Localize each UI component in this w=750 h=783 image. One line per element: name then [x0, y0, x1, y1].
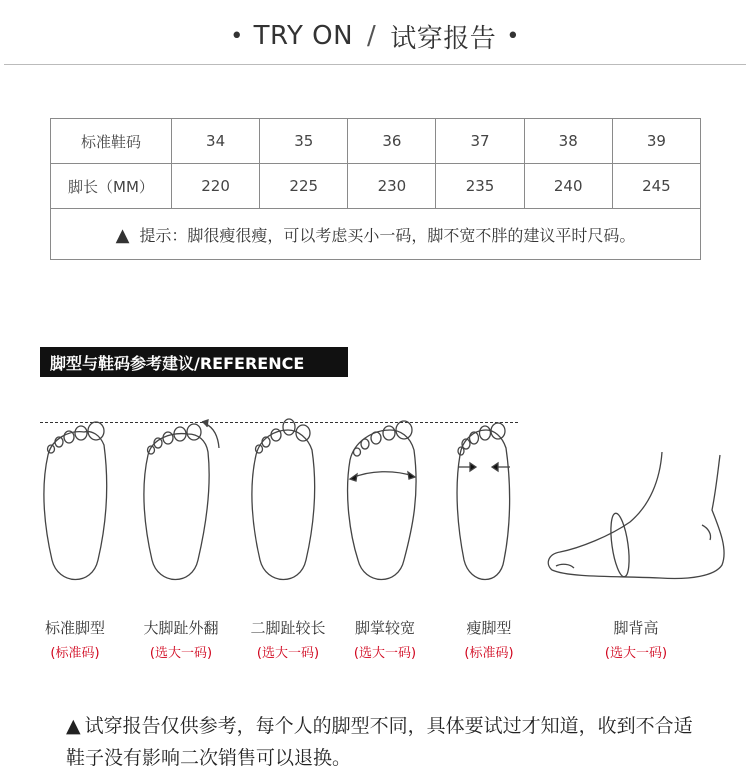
length-cell: 235 [436, 164, 524, 209]
size-advice: (选大一码) [149, 646, 213, 661]
size-advice: (选大一码) [604, 646, 668, 661]
row-label-length: 脚长（MM） [51, 164, 172, 209]
header-title-en: TRY ON [253, 21, 354, 51]
foot-type-label: 瘦脚型 [466, 619, 512, 637]
thin-foot-icon [457, 423, 510, 580]
header-slash: / [367, 21, 377, 51]
foot-caption [581, 617, 691, 661]
size-advice: (选大一码) [353, 646, 417, 661]
size-advice: (标准码) [50, 646, 100, 661]
page-header [0, 14, 750, 58]
foot-caption [233, 617, 343, 661]
foot-caption [126, 617, 236, 661]
foot-caption [330, 617, 440, 661]
length-cell: 245 [612, 164, 700, 209]
header-right-dot: • [506, 23, 520, 49]
high-instep-foot-icon [548, 452, 724, 578]
size-cell: 37 [436, 119, 524, 164]
size-cell: 34 [172, 119, 260, 164]
size-advice: (选大一码) [256, 646, 320, 661]
tip-cell [51, 209, 701, 260]
length-cell: 220 [172, 164, 260, 209]
length-cell: 225 [260, 164, 348, 209]
header-divider [4, 64, 746, 65]
disclaimer-text: 试穿报告仅供参考，每个人的脚型不同，具体要试过才知道，收到不合适鞋子没有影响二次销售可以退换。 [66, 715, 693, 769]
foot-type-label: 脚掌较宽 [354, 619, 415, 637]
size-cell: 39 [612, 119, 700, 164]
warning-triangle-icon: ▲ [66, 715, 81, 737]
section-title: 脚型与鞋码参考建议/REFERENCE [40, 347, 348, 377]
size-cell: 35 [260, 119, 348, 164]
foot-caption [20, 617, 130, 661]
tip-text: 提示：脚很瘦很瘦，可以考虑买小一码，脚不宽不胖的建议平时尺码。 [139, 225, 636, 245]
header-title-cn: 试穿报告 [390, 23, 497, 54]
row-label-size: 标准鞋码 [51, 119, 172, 164]
table-row [51, 164, 701, 209]
foot-illustrations [0, 400, 750, 600]
foot-caption [434, 617, 544, 661]
size-advice: (标准码) [464, 646, 514, 661]
disclaimer-note [66, 710, 706, 774]
table-row [51, 119, 701, 164]
foot-type-label: 二脚趾较长 [250, 619, 326, 637]
length-cell: 230 [348, 164, 436, 209]
foot-type-label: 脚背高 [613, 619, 659, 637]
foot-type-label: 大脚趾外翻 [143, 619, 219, 637]
bunion-foot-icon [144, 420, 219, 580]
size-cell: 36 [348, 119, 436, 164]
standard-foot-icon [44, 422, 107, 580]
header-left-dot: • [230, 23, 244, 49]
warning-triangle-icon: ▲ [115, 224, 130, 246]
size-chart-table [50, 118, 701, 260]
foot-type-label: 标准脚型 [44, 619, 105, 637]
length-cell: 240 [524, 164, 612, 209]
table-row [51, 209, 701, 260]
long-second-toe-foot-icon [252, 419, 315, 580]
wide-foot-icon [348, 421, 417, 580]
size-cell: 38 [524, 119, 612, 164]
